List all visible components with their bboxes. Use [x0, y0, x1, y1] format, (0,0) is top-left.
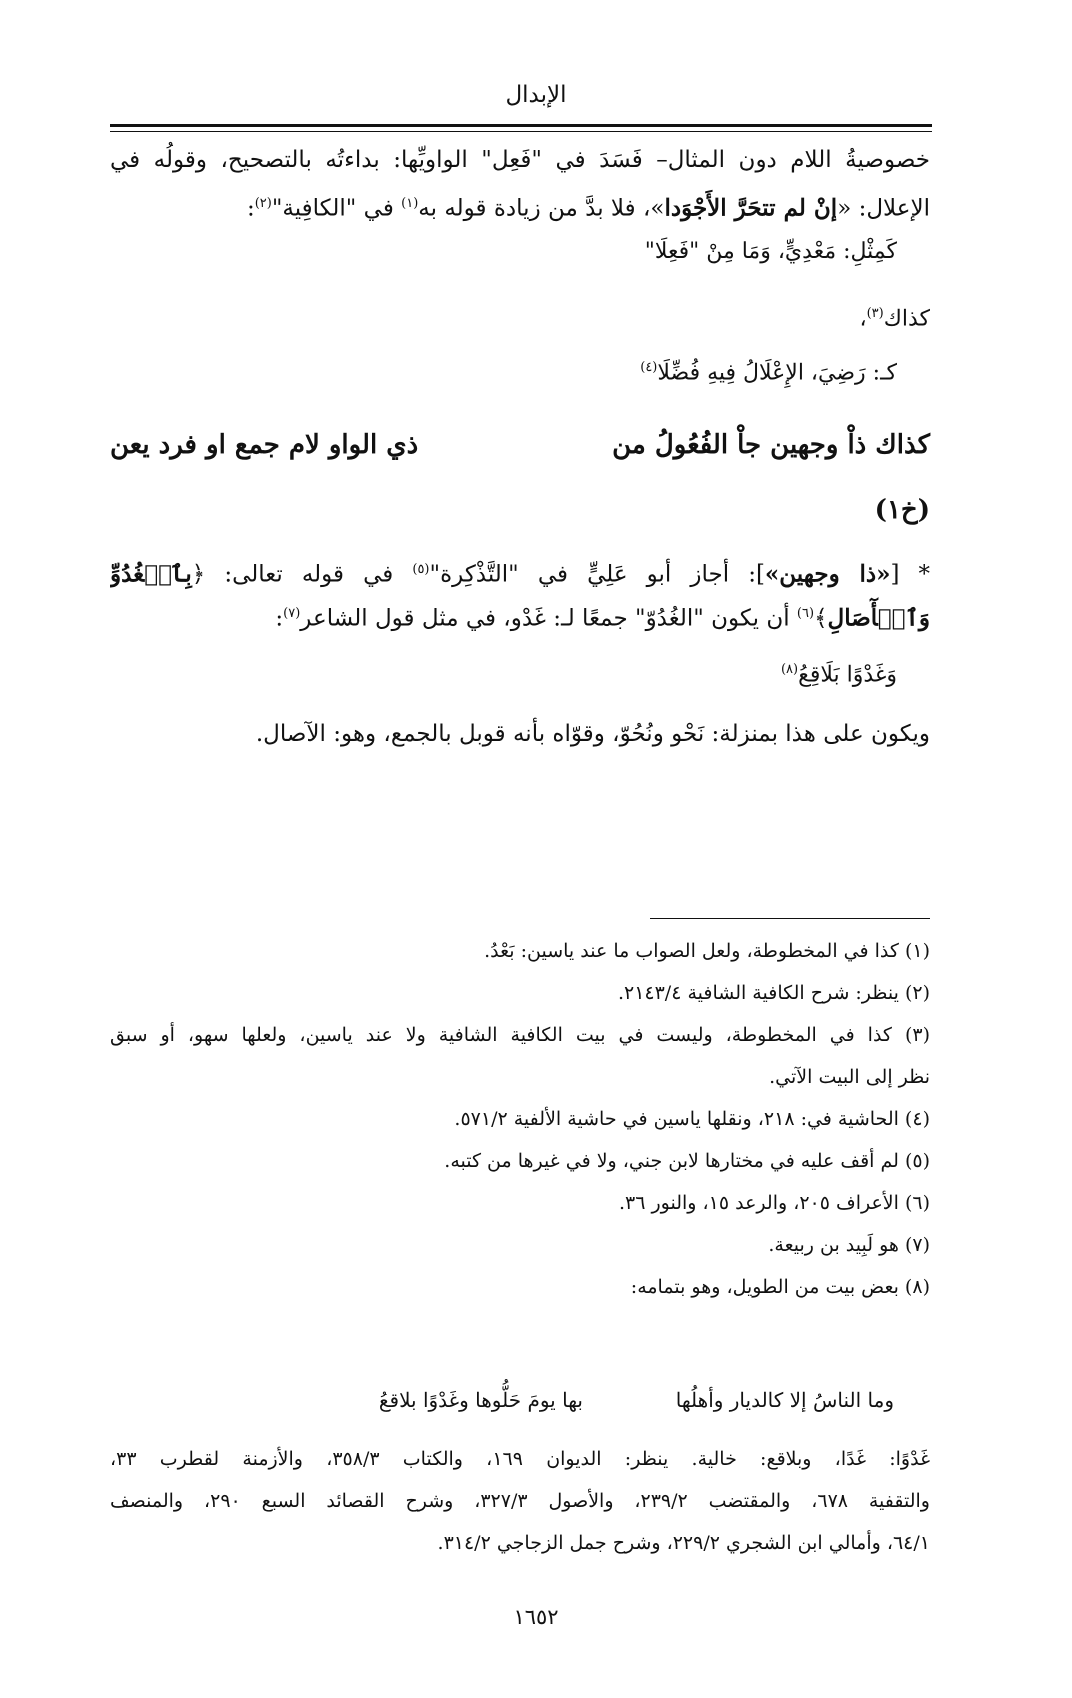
text-run: ﴾	[814, 605, 828, 632]
footnote-ref-1: (١)	[401, 196, 419, 211]
footnote-poem	[379, 1388, 894, 1412]
text-run: »، فلا بدَّ من زيادة قوله به	[418, 195, 665, 222]
footnote-2: (٢) ينظر: شرح الكافية الشافية ٢١٤٣/٤.	[617, 982, 930, 1004]
footnote-ref-4: (٤)	[640, 360, 658, 375]
footnote-3-continued: نظر إلى البيت الآتي.	[769, 1066, 930, 1088]
footnote-8-sources-line-1: غَدْوًا: غَدًا، وبلاقع: خالية. ينظر: الديوان ١٦٩، والكتاب ٣٥٨/٣، والأزمنة لقطرب ٣٣،	[110, 1448, 930, 1470]
text-run: * [	[890, 561, 930, 588]
footnote-4: (٤) الحاشية في: ٢١٨، ونقلها ياسين في حاشية الألفية ٥٧١/٢.	[454, 1108, 930, 1130]
header-rule-thick	[110, 124, 932, 127]
text-run: في قوله تعالى: ﴿	[191, 561, 413, 588]
footnote-7: (٧) هو لَبِيد بن ربيعة.	[768, 1234, 930, 1256]
text-run: كذاك	[883, 306, 930, 332]
footnote-1: (١) كذا في المخطوطة، ولعل الصواب ما عند ياسين: بَعْدُ.	[484, 940, 930, 962]
text-run: وَغَدْوًا بَلَاقِعُ	[798, 662, 897, 688]
footnote-6: (٦) الأعراف ٢٠٥، والرعد ١٥، والنور ٣٦.	[619, 1192, 930, 1214]
text-run: في "الكافِية"	[271, 195, 402, 222]
paragraph-1-line-1: خصوصيةُ اللام دون المثال– فَسَدَ في "فَعِل" الواويِّها: بداءتُه بالتصحيح، وقولُه في	[110, 147, 930, 173]
matn-hemistich-1: كذاك ذاْ وجهين جاْ الفُعُولُ من	[612, 430, 930, 460]
footnote-ref-3: (٣)	[866, 306, 884, 321]
footnote-ref-2: (٢)	[254, 196, 272, 211]
paragraph-2-line-1	[110, 548, 930, 597]
text-run: ]: أجاز أبو عَلِيٍّ في "التَّذْكِرة"	[429, 561, 765, 588]
quran-text: وَٱلۡأٓصَالِ	[827, 604, 930, 632]
matn-quote: «ذا وجهين»	[764, 560, 891, 588]
verse-line-3	[110, 346, 897, 395]
footnote-8-sources-line-2: والتقفية ٦٧٨، والمقتضب ٢٣٩/٢، والأصول ٣٢٧/٣، وشرح القصائد السبع ٢٩٠، والمنصف	[110, 1490, 930, 1512]
footnote-ref-7: (٧)	[283, 606, 301, 621]
text-run: الإعلال: «	[837, 195, 930, 222]
footnote-8-sources-line-3: ٦٤/١، وأمالي ابن الشجري ٢٢٩/٢، وشرح جمل الزجاجي ٣١٤/٢.	[437, 1532, 930, 1554]
footnote-ref-6: (٦)	[796, 606, 815, 621]
text-run: أن يكون "الغُدُوّ" جمعًا لـ: غَدْو، في مثل قول الشاعر	[300, 605, 797, 632]
text-run: ،	[859, 306, 867, 332]
footnote-ref-8: (٨)	[780, 662, 799, 677]
page-number: ١٦٥٢	[513, 1605, 559, 1629]
footnote-ref-5: (٥)	[412, 562, 430, 577]
paragraph-1-line-2	[110, 182, 930, 231]
header-rule-thin	[110, 131, 932, 132]
verse-line-1: كَمِثْلِ: مَعْدِيٍّ، وَمَا مِنْ "فَعِلَا"	[644, 239, 897, 264]
text-run: :	[275, 605, 284, 632]
running-title: الإبدال	[505, 82, 567, 108]
footnote-5: (٥) لم أقف عليه في مختارها لابن جني، ولا في غيرها من كتبه.	[444, 1150, 930, 1172]
text-run: :	[246, 195, 255, 222]
verse-line-4	[110, 648, 897, 697]
verse-line-2	[110, 292, 930, 341]
matn-hemistich-2: ذي الواو لام جمع او فرد يعن	[110, 430, 419, 460]
matn-mark: (خ١)	[874, 495, 930, 525]
matn-quote: إنْ لم تتحَرَّ الأَجْوَدا	[664, 194, 838, 222]
text-run: كـ: رَضِيَ، الإِعْلَالُ فِيهِ فُضِّلَا	[657, 360, 897, 386]
paragraph-2-line-2	[110, 592, 930, 641]
paragraph-3: ويكون على هذا بمنزلة: نَحْو ونُحُوّ، وقوّاه بأنه قوبل بالجمع، وهو: الآصال.	[255, 721, 930, 747]
poem-hemistich-2: بها يومَ حَلُّوها وغَدْوًا بلاقعُ	[378, 1388, 583, 1412]
footnote-rule	[650, 918, 930, 919]
footnote-8: (٨) بعض بيت من الطويل، وهو بتمامه:	[630, 1276, 930, 1298]
poem-hemistich-1: وما الناسُ إلا كالديار وأهلُها	[675, 1388, 894, 1412]
quran-text: بِٱلۡغُدُوِّ	[110, 560, 192, 588]
footnote-3: (٣) كذا في المخطوطة، وليست في بيت الكافية الشافية ولا عند ياسين، ولعلها سهو، أو سبق	[110, 1024, 930, 1046]
